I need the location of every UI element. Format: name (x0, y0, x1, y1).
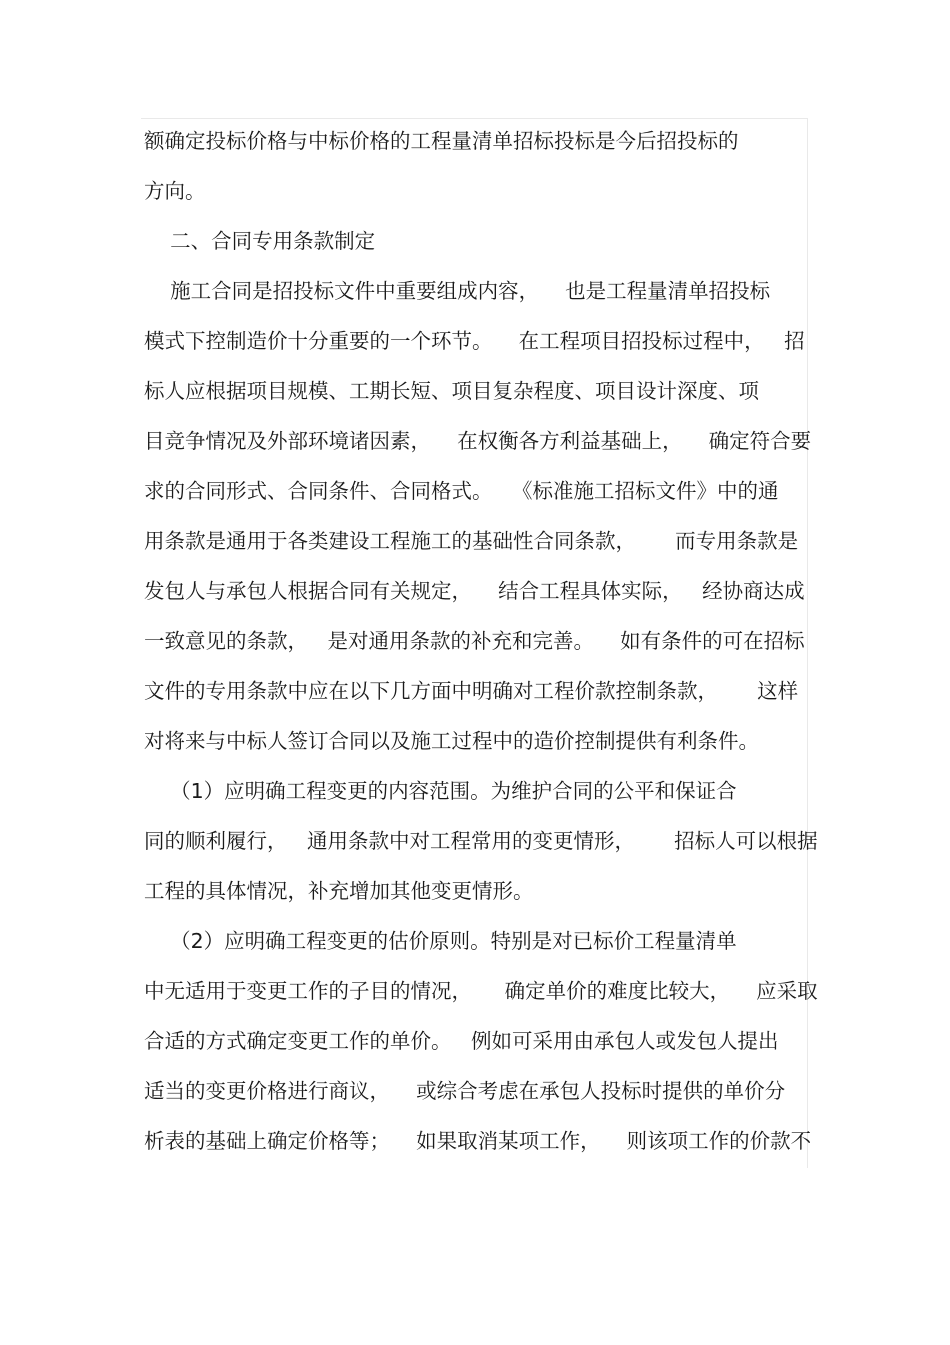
text-line: 文件的专用条款中应在以下几方面中明确对工程价款控制条款， 这样 (144, 679, 799, 703)
text-line: （1）应明确工程变更的内容范围。为维护合同的公平和保证合 (144, 779, 737, 803)
text-line: 目竞争情况及外部环境诸因素， 在权衡各方利益基础上， 确定符合要 (144, 429, 812, 453)
text-line: 标人应根据项目规模、工期长短、项目复杂程度、项目设计深度、项 (144, 379, 759, 403)
text-line: 施工合同是招投标文件中重要组成内容， 也是工程量清单招投标 (144, 279, 771, 303)
text-line: 析表的基础上确定价格等； 如果取消某项工作， 则该项工作的价款不 (144, 1129, 812, 1153)
text-line: 额确定投标价格与中标价格的工程量清单招标投标是今后招投标的 (144, 129, 739, 153)
section-heading: 二、合同专用条款制定 (144, 229, 376, 253)
text-line: 方向。 (144, 179, 206, 203)
text-line: 一致意见的条款， 是对通用条款的补充和完善。 如有条件的可在招标 (144, 629, 805, 653)
text-line: 工程的具体情况，补充增加其他变更情形。 (144, 879, 534, 903)
text-line: 发包人与承包人根据合同有关规定， 结合工程具体实际， 经协商达成 (144, 579, 805, 603)
text-line: 中无适用于变更工作的子目的情况， 确定单价的难度比较大， 应采取 (144, 979, 818, 1003)
text-line: 合适的方式确定变更工作的单价。 例如可采用由承包人或发包人提出 (144, 1029, 779, 1053)
text-line: 同的顺利履行， 通用条款中对工程常用的变更情形， 招标人可以根据 (144, 829, 818, 853)
text-line: 适当的变更价格进行商议， 或综合考虑在承包人投标时提供的单价分 (144, 1079, 786, 1103)
text-line: （2）应明确工程变更的估价原则。特别是对已标价工程量清单 (144, 929, 737, 953)
text-line: 模式下控制造价十分重要的一个环节。 在工程项目招投标过程中， 招 (144, 329, 805, 353)
text-line: 对将来与中标人签订合同以及施工过程中的造价控制提供有利条件。 (144, 729, 759, 753)
text-line: 用条款是通用于各类建设工程施工的基础性合同条款， 而专用条款是 (144, 529, 799, 553)
text-line: 求的合同形式、合同条件、合同格式。 《标准施工招标文件》中的通 (144, 479, 779, 503)
